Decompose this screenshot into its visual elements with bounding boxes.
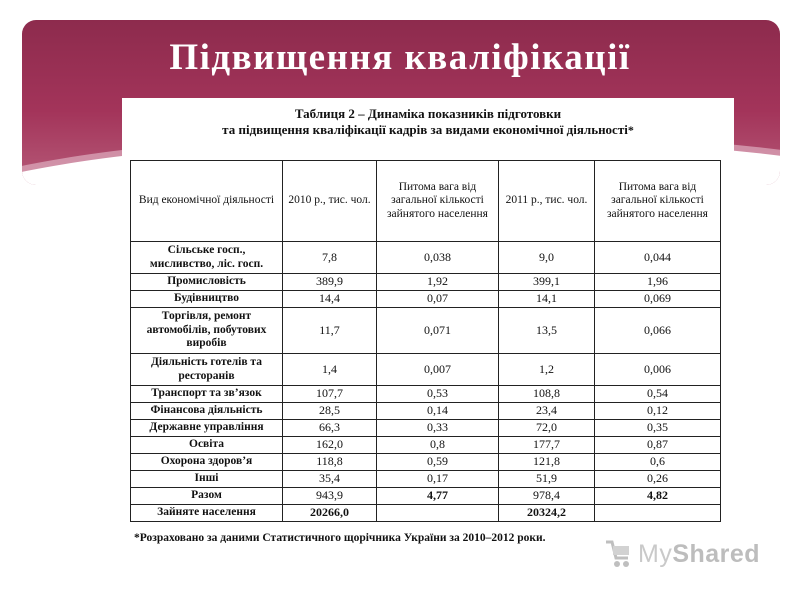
cell-value-2011: 72,0 <box>499 420 595 437</box>
table-row <box>131 403 721 420</box>
table-document <box>122 98 734 550</box>
cell-value-2011: 399,1 <box>499 274 595 291</box>
cell-value-2010: 11,7 <box>283 308 377 354</box>
cell-value-2011: 108,8 <box>499 386 595 403</box>
header-share-2011: Питома вага від загальної кількості зайнятого населення <box>595 161 721 242</box>
row-name: Охорона здоров’я <box>131 454 283 471</box>
cell-value-2010: 35,4 <box>283 471 377 488</box>
cell-share-2011: 0,35 <box>595 420 721 437</box>
row-name: Торгівля, ремонт автомобілів, побутових виробів <box>131 308 283 354</box>
cell-share-2010: 0,33 <box>377 420 499 437</box>
cell-value-2011: 51,9 <box>499 471 595 488</box>
cell-value-2010: 389,9 <box>283 274 377 291</box>
row-name: Сільське госп., мисливство, ліс. госп. <box>131 242 283 274</box>
cell-share-2011: 0,87 <box>595 437 721 454</box>
row-name: Державне управління <box>131 420 283 437</box>
cell-value-2011: 978,4 <box>499 488 595 505</box>
cell-share-2011: 0,54 <box>595 386 721 403</box>
cell-value-2011: 14,1 <box>499 291 595 308</box>
row-name: Зайняте населення <box>131 505 283 522</box>
table-row-employed <box>131 505 721 522</box>
cell-share-2010: 0,007 <box>377 354 499 386</box>
caption-line-1: Таблиця 2 – Динаміка показників підготовки <box>294 106 562 121</box>
cell-value-2010: 162,0 <box>283 437 377 454</box>
cell-share-2010: 4,77 <box>377 488 499 505</box>
cell-share-2011: 0,26 <box>595 471 721 488</box>
caption-line-2-wrap <box>122 122 734 138</box>
cell-share-2010: 0,038 <box>377 242 499 274</box>
cell-value-2010: 118,8 <box>283 454 377 471</box>
cell-share-2010: 0,53 <box>377 386 499 403</box>
header-2011: 2011 р., тис. чол. <box>499 161 595 242</box>
cell-share-2010: 0,8 <box>377 437 499 454</box>
row-name: Діяльність готелів та ресторанів <box>131 354 283 386</box>
cell-value-2010: 7,8 <box>283 242 377 274</box>
slide-title: Підвищення кваліфікації <box>169 37 631 78</box>
table-row <box>131 291 721 308</box>
brand-part-2: Shared <box>672 539 761 568</box>
table-row <box>131 386 721 403</box>
shopping-cart-icon <box>604 538 632 570</box>
cell-share-2011 <box>595 505 721 522</box>
data-table <box>130 160 721 522</box>
brand-part-1: My <box>638 539 673 568</box>
cell-value-2011: 20324,2 <box>499 505 595 522</box>
cell-share-2010: 0,17 <box>377 471 499 488</box>
cell-value-2010: 28,5 <box>283 403 377 420</box>
row-name: Транспорт та зв’язок <box>131 386 283 403</box>
myshared-watermark <box>604 536 760 572</box>
table-row <box>131 471 721 488</box>
header-2010: 2010 р., тис. чол. <box>283 161 377 242</box>
table-caption <box>122 106 734 138</box>
row-name: Разом <box>131 488 283 505</box>
cell-share-2011: 0,12 <box>595 403 721 420</box>
header-share-2010: Питома вага від загальної кількості зайнятого населення <box>377 161 499 242</box>
table-row <box>131 420 721 437</box>
row-name: Промисловість <box>131 274 283 291</box>
row-name: Фінансова діяльність <box>131 403 283 420</box>
cell-share-2011: 0,6 <box>595 454 721 471</box>
table-row <box>131 308 721 354</box>
cell-value-2011: 1,2 <box>499 354 595 386</box>
cell-share-2010 <box>377 505 499 522</box>
caption-star: * <box>627 123 634 137</box>
cell-value-2010: 20266,0 <box>283 505 377 522</box>
cell-value-2010: 943,9 <box>283 488 377 505</box>
cell-value-2010: 1,4 <box>283 354 377 386</box>
cell-value-2011: 121,8 <box>499 454 595 471</box>
cell-share-2010: 0,071 <box>377 308 499 354</box>
table-row <box>131 437 721 454</box>
table-row-total <box>131 488 721 505</box>
row-name: Інші <box>131 471 283 488</box>
cell-value-2011: 177,7 <box>499 437 595 454</box>
cell-share-2011: 0,069 <box>595 291 721 308</box>
cell-value-2011: 23,4 <box>499 403 595 420</box>
cell-share-2010: 0,07 <box>377 291 499 308</box>
caption-line-2: та підвищення кваліфікації кадрів за видами економічної діяльності <box>222 122 628 137</box>
header-activity: Вид економічної діяльності <box>131 161 283 242</box>
cell-value-2010: 107,7 <box>283 386 377 403</box>
brand-text <box>638 540 760 569</box>
cell-share-2010: 0,14 <box>377 403 499 420</box>
cell-share-2011: 0,066 <box>595 308 721 354</box>
table-row <box>131 242 721 274</box>
cell-value-2010: 14,4 <box>283 291 377 308</box>
table-row <box>131 354 721 386</box>
table-footnote: *Розраховано за даними Статистичного щорічника України за 2010–2012 роки. <box>134 532 546 544</box>
table-row <box>131 454 721 471</box>
cell-share-2011: 4,82 <box>595 488 721 505</box>
row-name: Будівництво <box>131 291 283 308</box>
cell-share-2011: 0,006 <box>595 354 721 386</box>
cell-share-2011: 0,044 <box>595 242 721 274</box>
table-row <box>131 274 721 291</box>
cell-value-2011: 9,0 <box>499 242 595 274</box>
cell-value-2011: 13,5 <box>499 308 595 354</box>
table-header-row <box>131 161 721 242</box>
cell-share-2010: 0,59 <box>377 454 499 471</box>
row-name: Освіта <box>131 437 283 454</box>
cell-share-2010: 1,92 <box>377 274 499 291</box>
cell-share-2011: 1,96 <box>595 274 721 291</box>
cell-value-2010: 66,3 <box>283 420 377 437</box>
